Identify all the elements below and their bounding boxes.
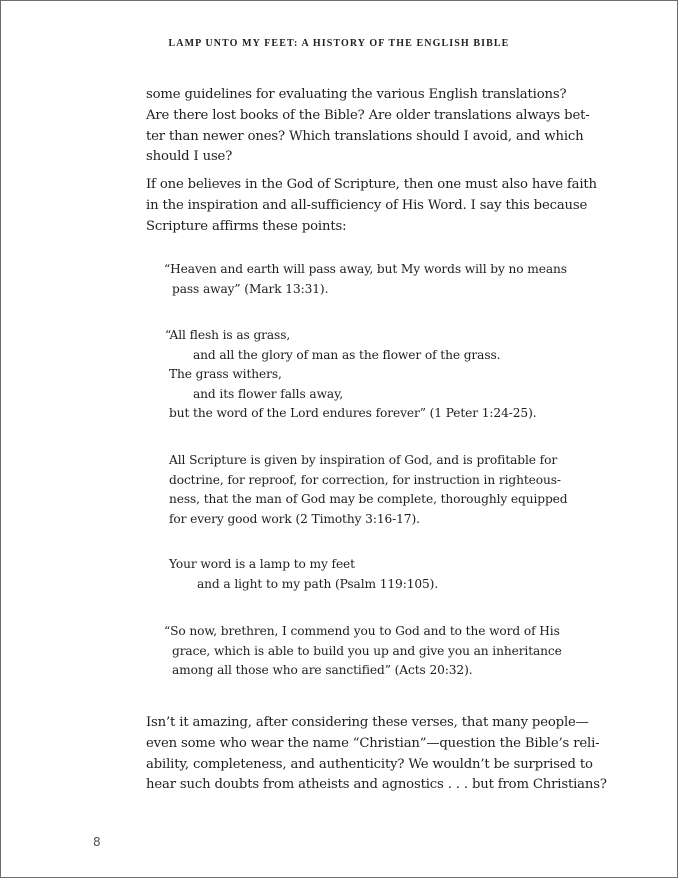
quote-line: “So now, brethren, I commend you to God and to the word of His xyxy=(164,624,560,638)
text-line: Isn’t it amazing, after considering these verses, that many people— xyxy=(146,715,589,730)
text-line: ability, completeness, and authenticity? We wouldn’t be surprised to xyxy=(146,756,593,772)
quote-psalm xyxy=(169,555,438,594)
quote-line: and its flower falls away, xyxy=(193,386,344,401)
quote-line: for every good work (2 Timothy 3:16-17). xyxy=(169,511,420,526)
text-line: ter than newer ones? Which translations should I avoid, and which xyxy=(146,128,584,144)
quote-line: and all the glory of man as the flower of the grass. xyxy=(193,347,501,362)
paragraph-intro xyxy=(146,85,590,168)
text-line: in the inspiration and all-sufficiency of His Word. I say this because xyxy=(146,197,588,213)
text-line: hear such doubts from atheists and agnostics . . . but from Christians? xyxy=(146,777,607,793)
page-number: 8 xyxy=(93,835,101,849)
quote-line: Your word is a lamp to my feet xyxy=(169,557,355,571)
quote-line: ness, that the man of God may be complete, thoroughly equipped xyxy=(169,492,568,507)
text-line: should I use? xyxy=(146,149,233,165)
quote-line: All Scripture is given by inspiration of God, and is profitable for xyxy=(169,453,558,467)
quote-peter xyxy=(165,326,537,424)
quote-line: pass away” (Mark 13:31). xyxy=(172,281,329,296)
text-line: If one believes in the God of Scripture, then one must also have faith xyxy=(146,177,597,192)
quote-line: doctrine, for reproof, for correction, for instruction in righteous- xyxy=(169,472,561,487)
paragraph-closing xyxy=(146,713,607,796)
text-line: some guidelines for evaluating the various English translations? xyxy=(146,87,567,102)
quote-line: The grass withers, xyxy=(169,367,282,382)
quote-line: “Heaven and earth will pass away, but My words will by no means xyxy=(164,262,567,276)
quote-line: “All flesh is as grass, xyxy=(165,328,291,342)
quote-acts xyxy=(164,622,562,681)
quote-line: but the word of the Lord endures forever” (1 Peter 1:24-25). xyxy=(169,406,537,421)
running-head: LAMP UNTO MY FEET: A HISTORY OF THE ENGLISH BIBLE xyxy=(168,38,510,49)
quote-line: grace, which is able to build you up and give you an inheritance xyxy=(172,643,562,658)
quote-line: among all those who are sanctified” (Acts 20:32). xyxy=(172,663,473,678)
text-line: Scripture affirms these points: xyxy=(146,218,347,234)
quote-mark xyxy=(164,260,567,299)
text-line: even some who wear the name “Christian”—question the Bible’s reli- xyxy=(146,735,600,751)
paragraph-faith xyxy=(146,175,597,237)
text-line: Are there lost books of the Bible? Are older translations always bet- xyxy=(146,107,590,123)
quote-line: and a light to my path (Psalm 119:105). xyxy=(197,576,439,591)
quote-timothy xyxy=(169,451,568,529)
